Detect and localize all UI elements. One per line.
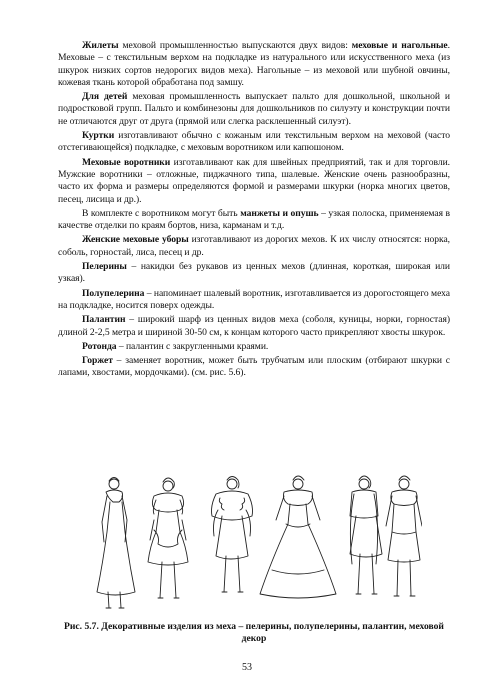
term-collars: Меховые воротники — [82, 156, 171, 168]
paragraph-text: – узкая полоска, применяемая в качестве отделки по краям бортов, низа, карманам и т.д. — [58, 207, 450, 232]
term-palatine: Палантин — [82, 314, 126, 326]
term-vests: Жилеты — [82, 40, 119, 51]
paragraph-text: изготавливают как для швейных предприятий, так и для торговли. Мужские воротники – отложные, пиджачного типа, шалевые. Женские очень разнообразны, часто их форма и размеры определяются формой и размерами шкурки (норка многих цветов, песец, лисица и др.). — [58, 156, 451, 205]
term-vest-types: меховые и нагольные — [351, 40, 448, 51]
paragraph-text: – накидки без рукавов из ценных мехов (длинная, короткая, широкая или узкая). — [58, 261, 450, 285]
paragraph-text: изготавливают обычно с кожаным или текстильным верхом на меховой (часто отстегивающейся) подкладке, с меховым воротником или капюшоном. — [58, 130, 450, 154]
term-fur-accessories: Женские меховые уборы — [82, 234, 189, 246]
paragraph-text: – широкий шарф из ценных видов меха (соболя, куницы, норки, горностая) длиной 2-2,5 метра и шириной 30-50 см, к концам которого часто прикрепляют хвосты шкурок. — [58, 314, 450, 338]
figure-caption: Рис. 5.7. Декоративные изделия из меха – пелерины, полупелерины, палантин, меховой декор — [64, 621, 444, 644]
paragraph-text: – палантин с закругленными краями. — [116, 340, 269, 352]
term-jackets: Куртки — [82, 130, 115, 142]
figure-4-ball-gown — [260, 476, 336, 598]
paragraph-capes — [58, 261, 450, 286]
paragraph-children — [58, 91, 450, 128]
term-gorget: Горжет — [82, 355, 113, 367]
paragraph-text: – заменяет воротник, может быть трубчатым или плоским (отбирают шкурки с лапами, хвостами, мордочками). (см. рис. 5.6). — [58, 355, 450, 379]
paragraph-text: В комплекте с воротником могут быть — [82, 207, 241, 219]
fashion-sketches-illustration — [92, 470, 422, 618]
paragraph-text: изготавливают из дорогих мехов. К их числу относятся: норка, соболь, горностай, лиса, песец и др. — [58, 234, 451, 258]
term-children: Для детей — [82, 91, 128, 103]
paragraph-collars — [58, 157, 450, 206]
figure-6-fur-jacket — [386, 476, 422, 596]
paragraph-cuffs — [58, 208, 450, 233]
paragraph-rotunda — [58, 341, 450, 353]
term-rotunda: Ротонда — [82, 340, 117, 352]
paragraph-fur-accessories — [58, 234, 450, 259]
paragraph-text: меховая промышленность выпускает пальто для дошкольной, школьной и подростковой групп. Пальто и комбинезоны для дошкольников по силуэту и конструкции почти не отличаются друг от друга (прямой или слегка расклешенный силуэт). — [58, 91, 450, 127]
paragraph-gorget — [58, 355, 450, 380]
paragraph-jackets — [58, 130, 450, 155]
paragraph-text: меховой промышленностью выпускаются двух видов: — [118, 40, 352, 51]
figure-3-fur-cape — [212, 477, 253, 593]
fashion-figures-svg — [92, 470, 422, 618]
term-half-cape: Полупелерина — [82, 287, 145, 299]
paragraph-text: . Меховые – с текстильным верхом на подкладке из натурального или искусственного меха (из шкурок низких сортов недорогих видов меха). Нагольные – из меховой или шубной овчины, кожевая ткань которой обработана под замшу. — [58, 40, 450, 88]
figure-2-palatine — [148, 478, 188, 598]
term-cuffs: манжеты и опушь — [240, 207, 319, 219]
paragraph-vests — [58, 40, 450, 89]
body-text — [58, 40, 450, 382]
term-capes: Пелерины — [82, 261, 127, 273]
paragraph-text: – напоминает шалевый воротник, изготавливается из дорогостоящего меха на подкладке, носится поверх одежды. — [58, 287, 450, 311]
page-number: 53 — [242, 662, 252, 673]
paragraph-half-cape — [58, 288, 450, 313]
paragraph-palatine — [58, 314, 450, 339]
figure-5-stole — [350, 476, 382, 594]
figure-1-gown — [97, 478, 135, 609]
